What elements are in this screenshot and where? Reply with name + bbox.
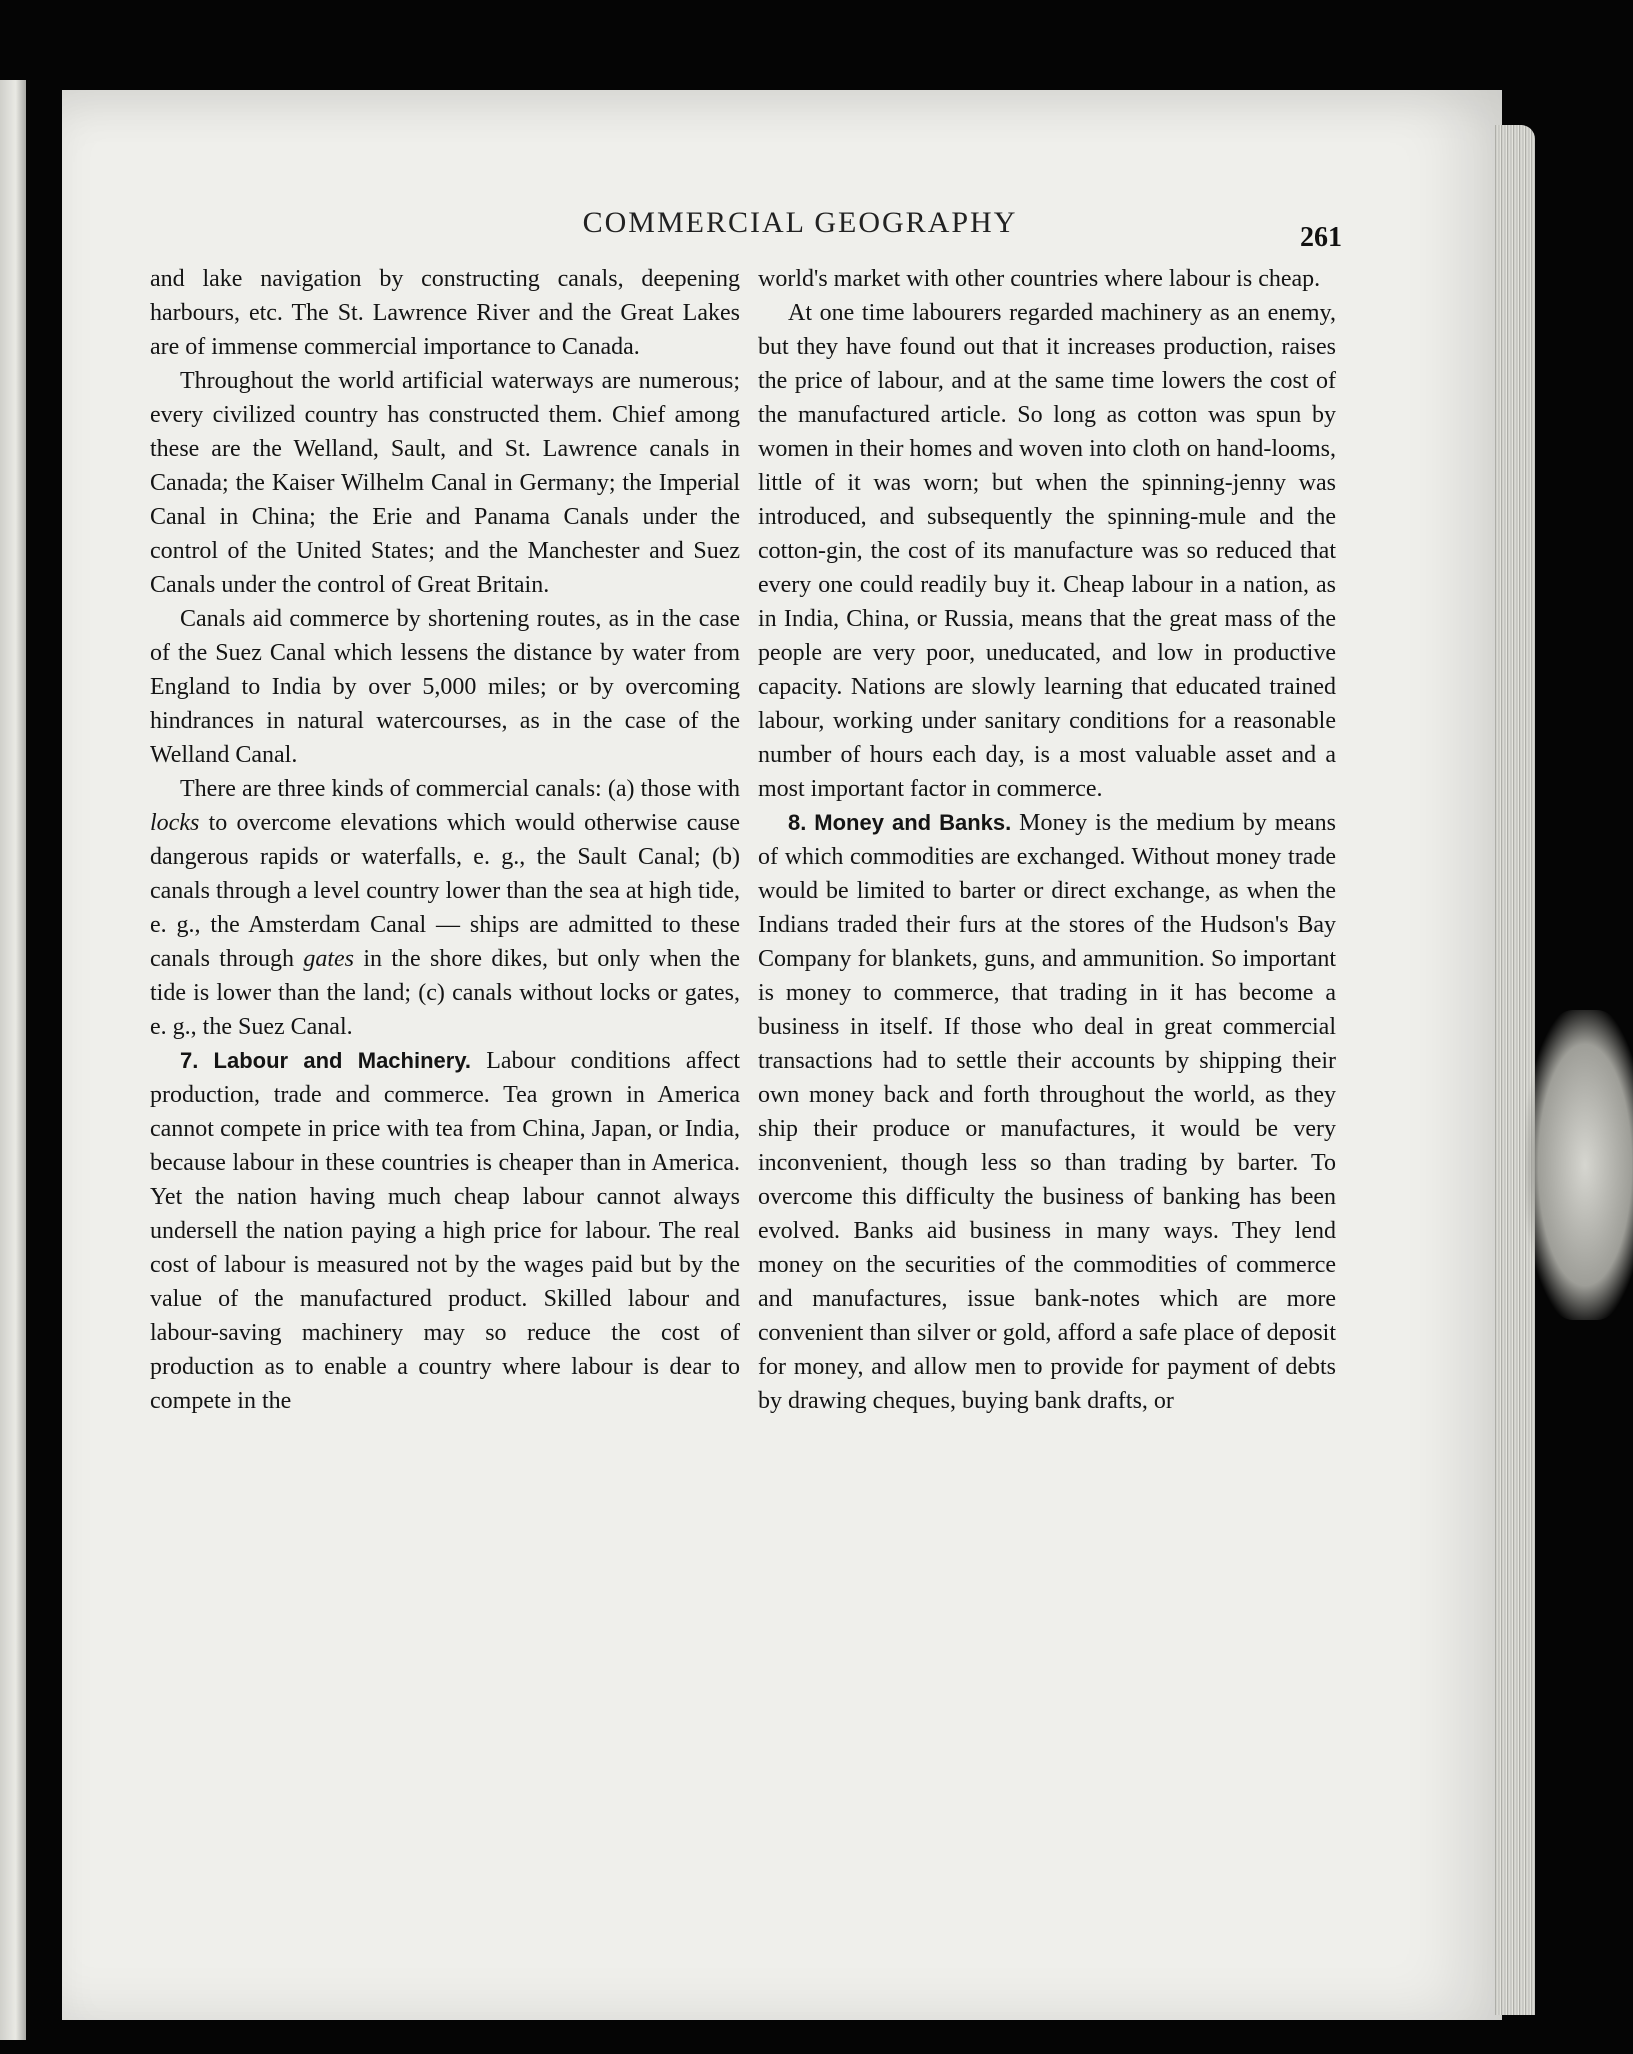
paragraph: and lake navigation by constructing canals, deepening harbours, etc. The St. Lawrence River and the Great Lakes are of immense commercial importance to Canada. bbox=[150, 266, 740, 360]
italic-term-gates: gates bbox=[303, 946, 354, 972]
paragraph-text: in the shore dikes, but only when the tide is lower than the land; (c) canals without locks or gates, e. g., the Suez Canal. bbox=[150, 946, 740, 1040]
paragraph: At one time labourers regarded machinery as an enemy, but they have found out that it increases production, raises the price of labour, and at the same time lowers the cost of the manufactured article. So long as cotton was spun by women in their homes and woven into cloth on hand-looms, little of it was worn; but when the spinning-jenny was introduced, and subsequently the spinning-mule and the cotton-gin, the cost of its manufacture was so reduced that every one could readily buy it. Cheap labour in a nation, as in India, China, or Russia, means that the great mass of the people are very poor, uneducated, and low in productive capacity. Nations are slowly learning that educated trained labour, working under sanitary conditions for a reasonable number of hours each day, is a most valuable asset and a most important factor in commerce. bbox=[758, 300, 1336, 802]
section-number: 8. bbox=[788, 810, 807, 835]
section-heading: Labour and Machinery. bbox=[213, 1048, 472, 1073]
paragraph-text: There are three kinds of commercial canals: (a) those with bbox=[180, 776, 740, 802]
page-number: 261 bbox=[1300, 222, 1342, 253]
paragraph-text: Money is the medium by means of which commodities are exchanged. Without money trade would be limited to barter or direct exchange, as when the Indians traded their furs at the stores of the Hudson's Bay Company for blankets, guns, and ammunition. So important is money to commerce, that trading in it has become a business in itself. If those who deal in great commercial transactions had to settle their accounts by shipping their own money back and forth throughout the world, as they ship their produce or manufactures, it would be very inconvenient, though less so than trading by barter. To overcome this difficulty the business of banking has been evolved. Banks aid business in many ways. They lend money on the securities of the commodities of commerce and manufactures, issue bank-notes which are more convenient than silver or gold, afford a safe place of deposit for money, and allow men to provide for payment of debts by drawing cheques, buying bank drafts, or bbox=[758, 810, 1337, 1414]
paragraph: Canals aid commerce by shortening routes, as in the case of the Suez Canal which lessens the distance by water from England to India by over 5,000 miles; or by overcoming hindrances in natural watercourses, as in the case of the Welland Canal. bbox=[150, 606, 740, 768]
running-title: COMMERCIAL GEOGRAPHY bbox=[582, 206, 1018, 239]
right-column bbox=[758, 262, 1336, 1418]
section-7-paragraph bbox=[150, 1044, 740, 1418]
paper-stain bbox=[1525, 1010, 1633, 1320]
paragraph: Throughout the world artificial waterways are numerous; every civilized country has constructed them. Chief among these are the Welland, Sault, and St. Lawrence canals in Canada; the Kaiser Wilhelm Canal in Germany; the Imperial Canal in China; the Erie and Panama Canals under the control of the United States; and the Manchester and Suez Canals under the control of Great Britain. bbox=[150, 368, 740, 598]
paragraph-text: to overcome elevations which would otherwise cause dangerous rapids or waterfalls, e. g., the Sault Canal; (b) canals through a level country lower than the sea at high tide, e. g., the Amsterdam Canal — ships are admitted to these canals through bbox=[150, 810, 740, 972]
paragraph-canal-kinds bbox=[150, 772, 740, 1044]
italic-term-locks: locks bbox=[150, 810, 200, 836]
page-stack-edge bbox=[1495, 125, 1535, 2015]
left-column bbox=[150, 262, 740, 1418]
paragraph: world's market with other countries where labour is cheap. bbox=[758, 266, 1321, 292]
section-heading: Money and Banks. bbox=[814, 810, 1012, 835]
section-number: 7. bbox=[180, 1048, 199, 1073]
previous-page-edge bbox=[0, 80, 26, 2040]
paragraph-text: Labour conditions affect production, trade and commerce. Tea grown in America cannot compete in price with tea from China, Japan, or India, because labour in these countries is cheaper than in America. Yet the nation having much cheap labour cannot always undersell the nation paying a high price for labour. The real cost of labour is measured not by the wages paid but by the value of the manufactured product. Skilled labour and labour-saving machinery may so reduce the cost of production as to enable a country where labour is dear to compete in the bbox=[150, 1048, 741, 1414]
section-8-paragraph bbox=[758, 806, 1336, 1418]
